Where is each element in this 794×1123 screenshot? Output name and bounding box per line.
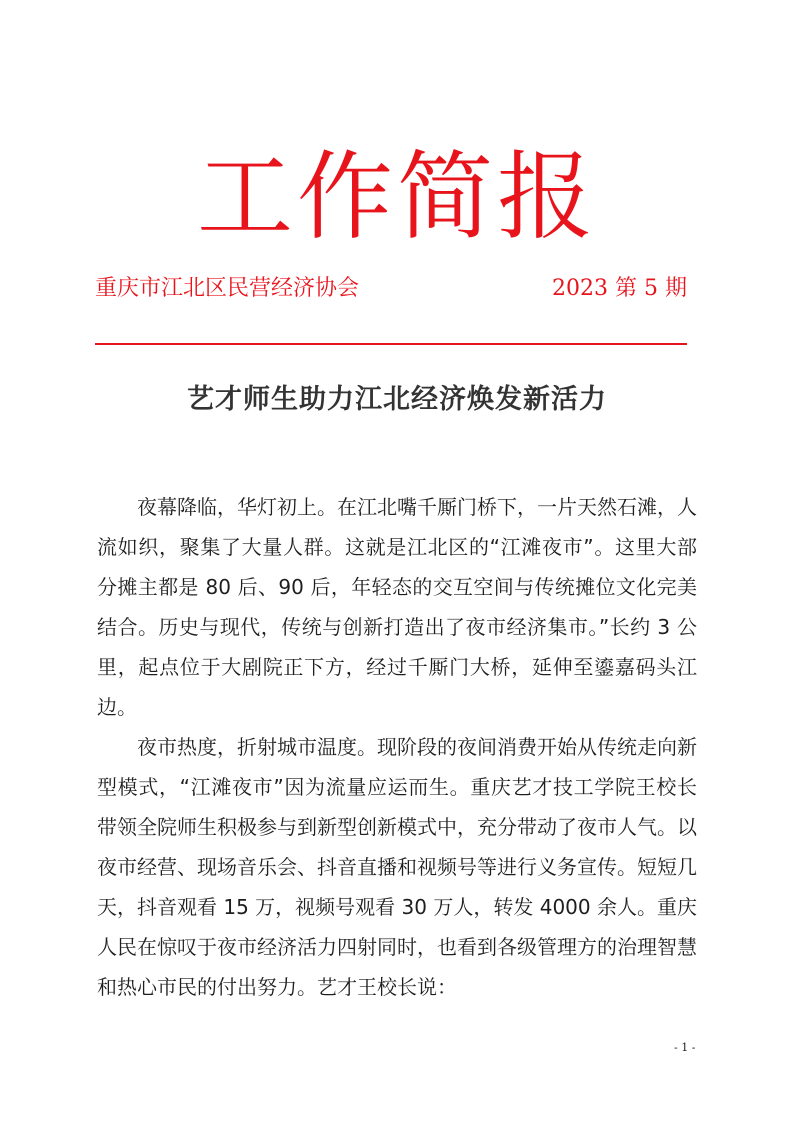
paragraph: 夜幕降临，华灯初上。在江北嘴千厮门桥下，一片天然石滩，人流如织，聚集了大量人群。这就是江北区的“江滩夜市”。这里大部分摊主都是 80 后、90 后，年轻态的交互空间与传统摊位文化完美结合。历史与现代，传统与创新打造出了夜市经济集市。”长约 3 公里，起点位于大剧院正下方，经过千厮门大桥，延伸至鎏嘉码头江边。 bbox=[97, 495, 697, 719]
paragraph: 夜市热度，折射城市温度。现阶段的夜间消费开始从传统走向新型模式，“江滩夜市”因为流量应运而生。重庆艺才技工学院王校长带领全院师生积极参与到新型创新模式中，充分带动了夜市人气。以夜市经营、现场音乐会、抖音直播和视频号等进行义务宣传。短短几天，抖音观看 15 万，视频号观看 30 万人，转发 4000 余人。重庆人民在惊叹于夜市经济活力四射同时，也看到各级管理方的治理智慧和热心市民的付出努力。艺才王校长说： bbox=[97, 735, 697, 999]
article-body bbox=[97, 487, 697, 1007]
issue-number: 2023 第 5 期 bbox=[552, 276, 687, 301]
masthead-title: 工作简报 bbox=[197, 141, 597, 253]
header-divider bbox=[95, 343, 687, 345]
issuer-name: 重庆市江北区民营经济协会 bbox=[95, 276, 360, 301]
article-title: 艺才师生助力江北经济焕发新活力 bbox=[187, 384, 607, 415]
page-number: - 1 - bbox=[674, 1041, 696, 1054]
